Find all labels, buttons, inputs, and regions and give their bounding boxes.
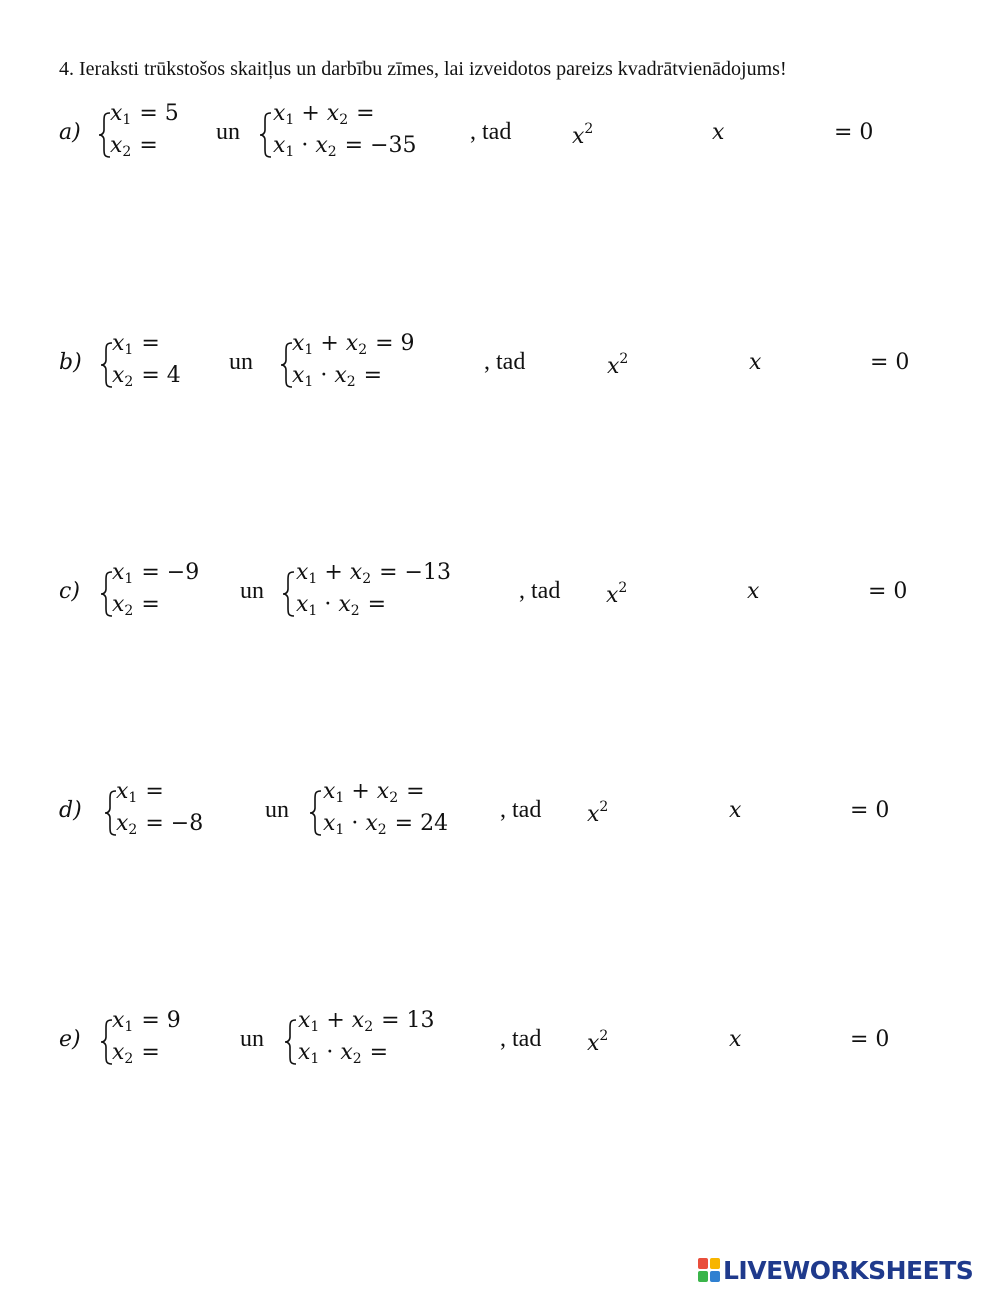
variable-x: x: [110, 133, 123, 158]
plus-sign: +: [294, 101, 327, 126]
root-x2-line: [112, 594, 160, 618]
subscript-2: 2: [124, 603, 134, 619]
x1-value: = 5: [139, 101, 179, 126]
subscript-1: 1: [335, 822, 345, 838]
variable-x: x: [323, 811, 336, 836]
root-x2-line: [110, 135, 158, 159]
logo-square-3: [698, 1271, 708, 1282]
variable-x: x: [273, 101, 286, 126]
variable-x: x: [351, 1008, 365, 1033]
subscript-2: 2: [358, 342, 368, 358]
vieta-product-line: [296, 594, 386, 618]
variable-x: x: [296, 560, 309, 585]
variable-x: x: [572, 124, 585, 149]
subscript-1: 1: [310, 1019, 320, 1035]
subscript-1: 1: [335, 790, 345, 806]
variable-x: x: [607, 354, 620, 379]
x1-value: = −9: [141, 560, 200, 585]
multiply-sign: ·: [317, 592, 339, 617]
x-linear-term: x: [749, 350, 762, 375]
root-x2-line: [112, 365, 181, 389]
root-x1-line: [112, 333, 160, 357]
variable-x: x: [298, 1040, 311, 1065]
vieta-sum-line: [273, 103, 375, 127]
subscript-2: 2: [122, 144, 132, 160]
subscript-2: 2: [350, 603, 360, 619]
vieta-sum-line: [298, 1010, 435, 1034]
root-x1-line: [112, 562, 199, 586]
vieta-sum-line: [296, 562, 451, 586]
problem-label: a): [59, 120, 81, 145]
subscript-1: 1: [308, 603, 318, 619]
subscript-2: 2: [362, 571, 372, 587]
vieta-product-line: [298, 1042, 388, 1066]
logo-text: LIVEWORKSHEETS: [723, 1255, 974, 1285]
equals-zero: = 0: [868, 579, 908, 604]
logo-square-2: [710, 1258, 720, 1269]
subscript-2: 2: [327, 144, 337, 160]
x2-value: = 4: [141, 363, 181, 388]
brace-icon: [284, 1019, 298, 1065]
plus-sign: +: [313, 331, 346, 356]
variable-x: x: [273, 133, 286, 158]
liveworksheets-logo: [698, 1256, 973, 1284]
problem-label: c): [59, 579, 80, 604]
equals-zero: = 0: [850, 798, 890, 823]
sum-value: = 13: [381, 1008, 435, 1033]
subscript-2: 2: [339, 112, 349, 128]
vieta-product-line: [323, 813, 448, 837]
equals-zero: = 0: [834, 120, 874, 145]
problem-label: b): [59, 350, 82, 375]
product-value: =: [367, 592, 387, 617]
variable-x: x: [376, 779, 390, 804]
subscript-1: 1: [304, 374, 314, 390]
brace-icon: [282, 571, 296, 617]
vieta-product-line: [273, 135, 417, 159]
subscript-1: 1: [128, 790, 138, 806]
variable-x: x: [315, 133, 328, 158]
subscript-1: 1: [124, 342, 134, 358]
x2-value: =: [141, 1040, 160, 1065]
brace-icon: [309, 790, 323, 836]
variable-x: x: [349, 560, 363, 585]
vieta-sum-line: [292, 333, 415, 357]
variable-x: x: [112, 1008, 125, 1033]
superscript-2: 2: [599, 799, 609, 815]
variable-x: x: [340, 1040, 353, 1065]
root-x1-line: [110, 103, 179, 127]
subscript-2: 2: [124, 1051, 134, 1067]
connector-tad: , tad: [500, 1026, 542, 1052]
multiply-sign: ·: [294, 133, 316, 158]
subscript-2: 2: [128, 822, 138, 838]
x-linear-term: x: [729, 798, 742, 823]
variable-x: x: [587, 1031, 600, 1056]
x-squared-term: [607, 352, 628, 378]
plus-sign: +: [319, 1008, 352, 1033]
connector-tad: , tad: [470, 119, 512, 145]
variable-x: x: [110, 101, 123, 126]
connector-un: un: [240, 1026, 264, 1052]
connector-un: un: [240, 578, 264, 604]
plus-sign: +: [344, 779, 377, 804]
product-value: = 24: [394, 811, 449, 836]
superscript-2: 2: [618, 580, 628, 596]
root-x2-line: [112, 1042, 160, 1066]
variable-x: x: [345, 331, 359, 356]
variable-x: x: [112, 592, 125, 617]
subscript-1: 1: [122, 112, 132, 128]
connector-un: un: [265, 797, 289, 823]
variable-x: x: [606, 583, 619, 608]
root-x1-line: [112, 1010, 181, 1034]
x-linear-term: x: [729, 1027, 742, 1052]
problem-label: d): [59, 798, 82, 823]
x-linear-term: x: [747, 579, 760, 604]
variable-x: x: [326, 101, 340, 126]
multiply-sign: ·: [319, 1040, 341, 1065]
x-squared-term: [587, 800, 608, 826]
plus-sign: +: [317, 560, 350, 585]
variable-x: x: [296, 592, 309, 617]
logo-square-4: [710, 1271, 720, 1282]
product-value: = −35: [344, 133, 417, 158]
multiply-sign: ·: [344, 811, 366, 836]
root-x1-line: [116, 781, 164, 805]
brace-icon: [259, 112, 273, 158]
subscript-2: 2: [124, 374, 134, 390]
subscript-2: 2: [346, 374, 356, 390]
superscript-2: 2: [584, 121, 594, 137]
task-instruction: 4. Ieraksti trūkstošos skaitļus un darbību zīmes, lai izveidotos pareizs kvadrātvienādojums!: [59, 58, 787, 80]
equals-zero: = 0: [850, 1027, 890, 1052]
variable-x: x: [292, 331, 305, 356]
variable-x: x: [112, 560, 125, 585]
variable-x: x: [338, 592, 351, 617]
subscript-1: 1: [285, 144, 295, 160]
variable-x: x: [112, 331, 125, 356]
subscript-1: 1: [308, 571, 318, 587]
x-squared-term: [587, 1029, 608, 1055]
sum-value: = −13: [379, 560, 451, 585]
x-linear-term: x: [712, 120, 725, 145]
subscript-1: 1: [285, 112, 295, 128]
x1-value: = 9: [141, 1008, 181, 1033]
x-squared-term: [572, 122, 593, 148]
sum-value: =: [406, 779, 425, 804]
equals-zero: = 0: [870, 350, 910, 375]
sum-value: = 9: [375, 331, 415, 356]
variable-x: x: [334, 363, 347, 388]
superscript-2: 2: [619, 351, 629, 367]
multiply-sign: ·: [313, 363, 335, 388]
x2-value: = −8: [145, 811, 204, 836]
x1-value: =: [145, 779, 164, 804]
product-value: =: [363, 363, 383, 388]
x1-value: =: [141, 331, 160, 356]
variable-x: x: [112, 363, 125, 388]
superscript-2: 2: [599, 1028, 609, 1044]
subscript-2: 2: [389, 790, 399, 806]
variable-x: x: [587, 802, 600, 827]
subscript-1: 1: [310, 1051, 320, 1067]
product-value: =: [369, 1040, 389, 1065]
variable-x: x: [116, 811, 129, 836]
connector-tad: , tad: [484, 349, 526, 375]
subscript-1: 1: [124, 1019, 134, 1035]
root-x2-line: [116, 813, 203, 837]
variable-x: x: [112, 1040, 125, 1065]
vieta-sum-line: [323, 781, 425, 805]
variable-x: x: [298, 1008, 311, 1033]
subscript-2: 2: [364, 1019, 374, 1035]
connector-un: un: [229, 349, 253, 375]
logo-square-1: [698, 1258, 708, 1269]
connector-tad: , tad: [500, 797, 542, 823]
subscript-2: 2: [377, 822, 387, 838]
x2-value: =: [141, 592, 160, 617]
subscript-1: 1: [304, 342, 314, 358]
connector-un: un: [216, 119, 240, 145]
sum-value: =: [356, 101, 375, 126]
subscript-2: 2: [352, 1051, 362, 1067]
problem-label: e): [59, 1027, 81, 1052]
variable-x: x: [323, 779, 336, 804]
vieta-product-line: [292, 365, 382, 389]
variable-x: x: [292, 363, 305, 388]
connector-tad: , tad: [519, 578, 561, 604]
variable-x: x: [116, 779, 129, 804]
x2-value: =: [139, 133, 158, 158]
subscript-1: 1: [124, 571, 134, 587]
x-squared-term: [606, 581, 627, 607]
variable-x: x: [365, 811, 378, 836]
logo-icon: [698, 1258, 720, 1282]
